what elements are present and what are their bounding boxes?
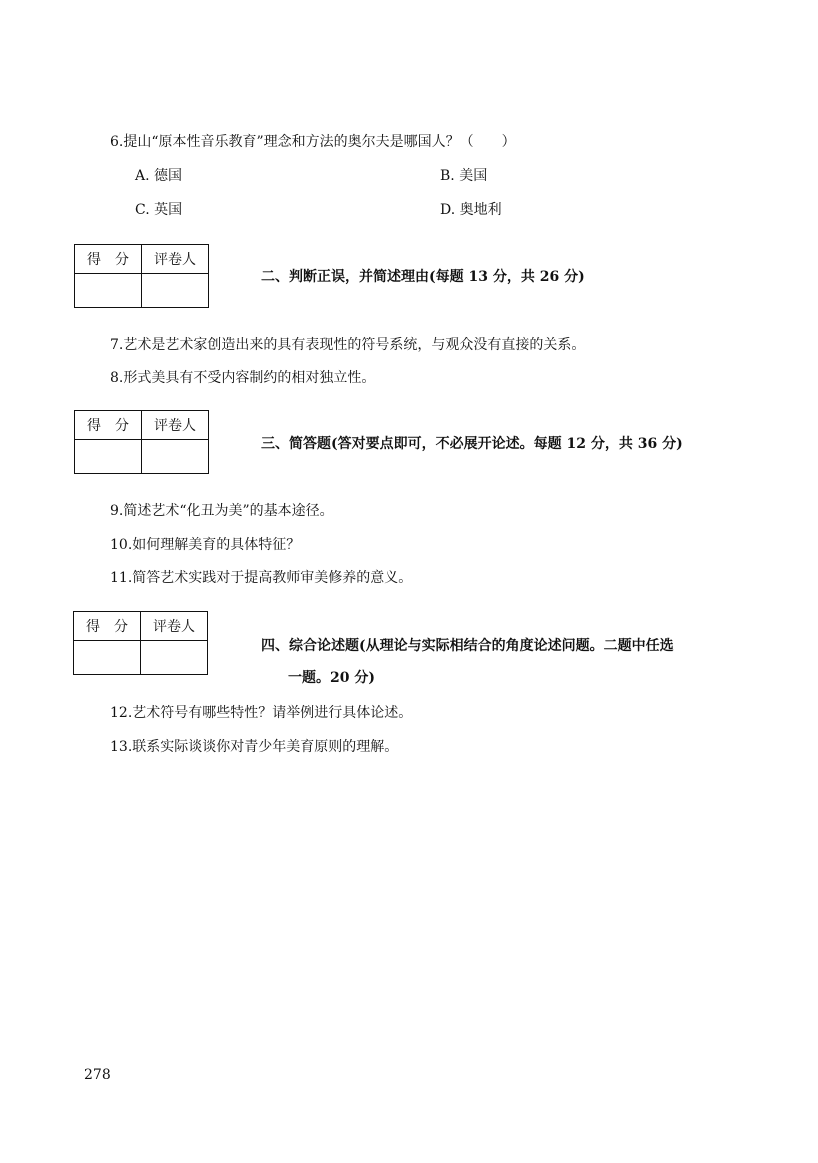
question-8: 8.形式美具有不受内容制约的相对独立性。 <box>110 370 376 386</box>
score-cell <box>74 641 141 675</box>
question-9: 9.简述艺术“化丑为美”的基本途径。 <box>110 503 334 519</box>
grader-cell <box>142 274 209 308</box>
grader-cell <box>141 641 208 675</box>
question-10: 10.如何理解美育的具体特征？ <box>110 537 301 553</box>
score-box-section-3 <box>74 410 209 474</box>
score-box-section-4 <box>73 611 208 675</box>
question-6-option-d: D. 奥地利 <box>440 202 502 218</box>
section-4-title-line-1: 四、综合论述题(从理论与实际相结合的角度论述问题。二题中任选 <box>261 638 674 654</box>
score-header: 得 分 <box>74 612 141 641</box>
score-header: 得 分 <box>75 411 142 440</box>
question-6-option-c: C. 英国 <box>135 202 183 218</box>
question-6: 6.提山“原本性音乐教育”理念和方法的奥尔夫是哪国人？（ ） <box>110 134 516 150</box>
page-number: 278 <box>84 1067 111 1083</box>
grader-header: 评卷人 <box>141 612 208 641</box>
question-12: 12.艺术符号有哪些特性？请举例进行具体论述。 <box>110 705 413 721</box>
question-11: 11.简答艺术实践对于提高教师审美修养的意义。 <box>110 570 413 586</box>
question-13: 13.联系实际谈谈你对青少年美育原则的理解。 <box>110 739 399 755</box>
score-header: 得 分 <box>75 245 142 274</box>
question-7: 7.艺术是艺术家创造出来的具有表现性的符号系统，与观众没有直接的关系。 <box>110 337 586 353</box>
score-cell <box>75 440 142 474</box>
section-4-title-line-2: 一题。20 分) <box>288 670 375 686</box>
score-box-section-2 <box>74 244 209 308</box>
score-cell <box>75 274 142 308</box>
section-3-title: 三、简答题(答对要点即可，不必展开论述。每题 12 分，共 36 分) <box>261 436 683 452</box>
grader-cell <box>142 440 209 474</box>
grader-header: 评卷人 <box>142 245 209 274</box>
section-2-title: 二、判断正误，并简述理由(每题 13 分，共 26 分) <box>261 269 585 285</box>
question-6-option-b: B. 美国 <box>440 168 488 184</box>
question-6-option-a: A. 德国 <box>135 168 183 184</box>
grader-header: 评卷人 <box>142 411 209 440</box>
